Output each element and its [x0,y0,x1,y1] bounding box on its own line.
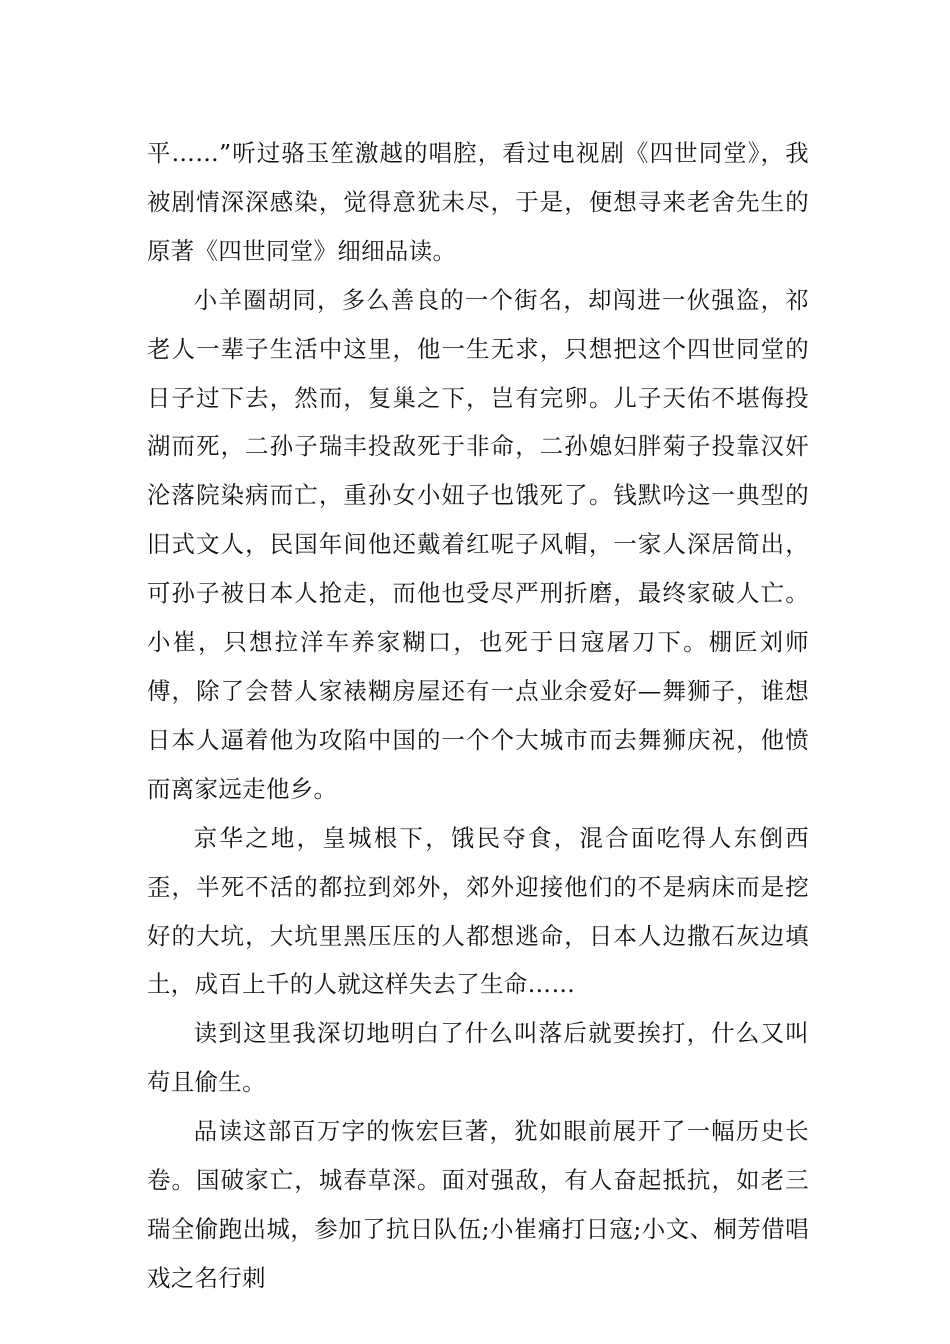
paragraph-historical-scroll: 品读这部百万字的恢宏巨著，犹如眼前展开了一幅历史长卷。国破家亡，城春草深。面对强敌，有人奋起抵抗，如老三瑞全偷跑出城，参加了抗日队伍;小崔痛打日寇;小文、桐芳借唱戏之名行刺 [147,1117,809,1292]
paragraph-xiaoyangquan-hutong: 小羊圈胡同，多么善良的一个街名，却闯进一伙强盗，祁老人一辈子生活中这里，他一生无求，只想把这个四世同堂的日子过下去，然而，复巢之下，岂有完卵。儿子天佑不堪侮投湖而死，二孙子瑞丰投敌死于非命，二孙媳妇胖菊子投靠汉奸沦落院染病而亡，重孙女小妞子也饿死了。钱默吟这一典型的旧式文人，民国年间他还戴着红呢子风帽，一家人深居简出，可孙子被日本人抢走，而他也受尽严刑折磨，最终家破人亡。小崔，只想拉洋车养家糊口，也死于日寇屠刀下。棚匠刘师傅，除了会替人家裱糊房屋还有一点业余爱好—舞狮子，谁想日本人逼着他为攻陷中国的一个个大城市而去舞狮庆祝，他愤而离家远走他乡。 [147,285,809,803]
paragraph-reading-reflection: 读到这里我深切地明白了什么叫落后就要挨打，什么又叫苟且偷生。 [147,1019,809,1097]
document-body [147,129,809,1303]
paragraph-jinghua-zhidi: 京华之地，皇城根下，饿民夺食，混合面吃得人东倒西歪，半死不活的都拉到郊外，郊外迎接他们的不是病床而是挖好的大坑，大坑里黑压压的人都想逃命，日本人边撒石灰边填土，成百上千的人就这样失去了生命…… [147,823,809,999]
paragraph-continuation: 平……”听过骆玉笙激越的唱腔，看过电视剧《四世同堂》，我被剧情深深感染，觉得意犹未尽，于是，便想寻来老舍先生的原著《四世同堂》细细品读。 [147,139,809,265]
